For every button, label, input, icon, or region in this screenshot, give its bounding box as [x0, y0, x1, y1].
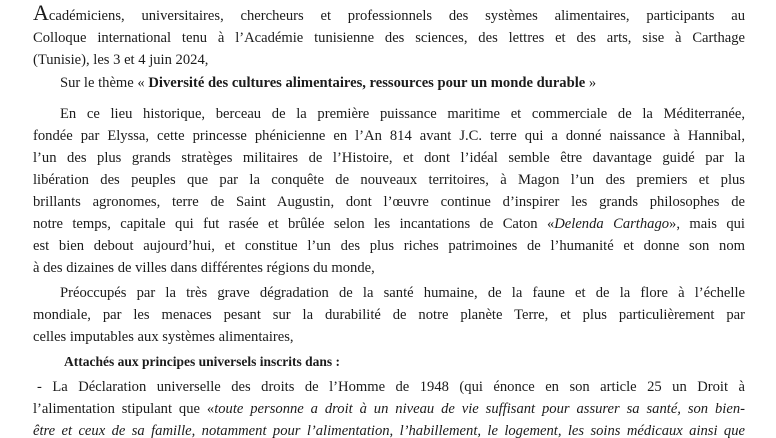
- history-line-8: à des dizaines de villes dans différentes régions du monde,: [33, 260, 375, 276]
- history-paragraph: [33, 103, 745, 279]
- concern-line-1: Préoccupés par la très grave dégradation de la santé humaine, de la faune et de la flore à l’échelle: [60, 285, 745, 301]
- theme-paragraph: [33, 72, 745, 94]
- intro-line-3: (Tunisie), les 3 et 4 juin 2024,: [33, 52, 209, 68]
- history-line-4: libération des peuples que par la conquête de nouveaux territoires, à Magon l’un des premiers et plus: [33, 172, 745, 188]
- drop-cap: A: [33, 0, 49, 25]
- intro-line-2: Colloque international tenu à l’Académie tunisienne des sciences, des lettres et des arts, sise à Carthage: [33, 30, 745, 46]
- concern-paragraph: [33, 282, 745, 348]
- intro-line-1: Académiciens, universitaires, chercheurs et professionnels des systèmes alimentaires, participants au: [33, 0, 745, 25]
- delenda-carthago: Delenda Carthago: [554, 216, 670, 232]
- declaration-line-2: l’alimentation stipulant que «toute personne a droit à un niveau de vie suffisant pour assurer sa santé, son bien-: [33, 401, 745, 417]
- concern-line-3: celles imputables aux systèmes alimentaires,: [33, 329, 294, 345]
- history-line-2: fondée par Elyssa, cette princesse phénicienne en l’An 814 avant J.C. terre qui a donné naissance à Hannibal,: [33, 128, 745, 144]
- history-line-7: est bien debout aujourd’hui, et constitue l’un des plus riches patrimoines de l’humanité et donne son nom: [33, 238, 745, 254]
- declaration-paragraph: [33, 376, 745, 438]
- history-line-1: En ce lieu historique, berceau de la première puissance maritime et commerciale de la Méditerranée,: [60, 106, 745, 122]
- history-line-3: l’un des plus grands stratèges militaires de l’Histoire, et dont l’idéal semble être davantage guidé par la: [33, 150, 745, 166]
- history-line-5: brillants agronomes, terre de Saint Augustin, dont l’œuvre continue d’inspirer les grands philosophes de: [33, 194, 745, 210]
- principles-heading: Attachés aux principes universels inscrits dans :: [64, 354, 341, 369]
- history-line-6: notre temps, capitale qui fut rasée et brûlée selon les incantations de Caton «Delenda Carthago», mais qui: [33, 216, 745, 232]
- intro-paragraph: [33, 0, 745, 71]
- declaration-line-3: être et ceux de sa famille, notamment pour l’alimentation, l’habillement, le logement, les soins médicaux ainsi que: [33, 423, 745, 438]
- declaration-line-1: - La Déclaration universelle des droits de l’Homme de 1948 (qui énonce en son article 25 un Droit à: [37, 379, 745, 395]
- theme-line: Sur le thème « Diversité des cultures alimentaires, ressources pour un monde durable »: [60, 75, 597, 91]
- theme-title: Diversité des cultures alimentaires, ressources pour un monde durable: [148, 75, 586, 91]
- concern-line-2: mondiale, par les menaces pesant sur la durabilité de notre planète Terre, et plus particulièrement par: [33, 307, 745, 323]
